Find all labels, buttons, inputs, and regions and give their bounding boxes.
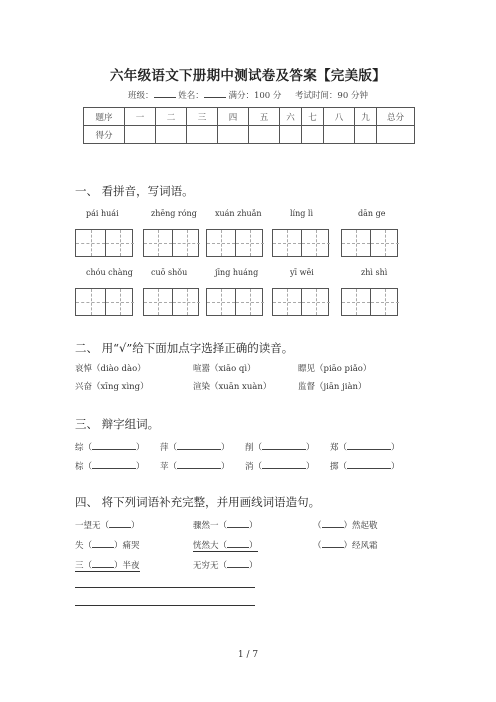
section3-heading: 三、 辩字组词。 (75, 417, 160, 431)
close-paren: ） (136, 462, 145, 472)
pinyin-label: yī wēi (290, 268, 314, 277)
answer-blank[interactable] (92, 558, 114, 568)
reading-choice-item[interactable] (193, 362, 256, 374)
pinyin-label: chóu chàng (86, 268, 133, 277)
idiom-suffix: ）经风霜 (343, 541, 378, 551)
name-blank (204, 88, 226, 98)
idiom-prefix: （ (313, 521, 322, 531)
answer-blank[interactable] (227, 518, 249, 528)
pinyin-options: （xīng xìng） (92, 382, 149, 392)
writing-grid[interactable] (75, 288, 133, 316)
score-table-header: 三 (187, 108, 218, 126)
close-paren: ） (136, 443, 145, 453)
close-paren: ） (221, 443, 230, 453)
score-table-header: 六 (280, 108, 302, 126)
idiom-item[interactable] (193, 558, 258, 571)
writing-grid[interactable] (206, 288, 263, 316)
pinyin-options: （xuān xuàn） (210, 382, 272, 392)
score-cell[interactable] (249, 126, 280, 144)
char-prompt: 掷（ (330, 462, 348, 472)
class-blank (154, 88, 176, 98)
idiom-suffix: ）然起敬 (343, 521, 378, 531)
idiom-prefix: 失（ (75, 541, 93, 551)
sentence-answer-line[interactable] (75, 587, 255, 588)
pinyin-label: líng lì (290, 209, 314, 218)
word-group-item[interactable] (160, 440, 230, 453)
word-group-item[interactable] (330, 440, 400, 453)
class-label: 班级： (128, 91, 154, 101)
pinyin-label: pái huái (86, 209, 119, 218)
answer-blank[interactable] (92, 440, 136, 450)
answer-blank[interactable] (92, 538, 114, 548)
score-table-header: 一 (125, 108, 156, 126)
answer-blank[interactable] (109, 518, 131, 528)
writing-grid[interactable] (143, 288, 199, 316)
close-paren: ） (306, 462, 315, 472)
score-table-header-row (84, 108, 415, 126)
pinyin-options: （jiān jiàn） (315, 382, 367, 392)
score-cell[interactable] (280, 126, 302, 144)
idiom-item[interactable] (75, 518, 140, 531)
close-paren: ） (306, 443, 315, 453)
writing-grid[interactable] (206, 229, 263, 257)
score-table-header: 九 (355, 108, 377, 126)
reading-choice-item[interactable] (75, 362, 146, 374)
idiom-prefix: 三（ (75, 561, 93, 571)
answer-blank[interactable] (322, 518, 344, 528)
idiom-prefix: 一望无（ (75, 521, 110, 531)
idiom-prefix: 骤然一（ (193, 521, 228, 531)
pinyin-label: jīng huáng (215, 268, 259, 277)
idiom-suffix: ）半夜 (114, 561, 140, 571)
section4-heading: 四、 将下列词语补充完整，并用画线词语造句。 (75, 495, 321, 509)
full-score-label: 满分：100 分 (228, 91, 282, 101)
reading-choice-item[interactable] (298, 380, 367, 392)
score-table-header: 八 (324, 108, 355, 126)
word-group-item[interactable] (75, 459, 145, 472)
answer-blank[interactable] (177, 459, 221, 469)
word: 哀悼 (75, 364, 93, 374)
score-table-header: 总分 (377, 108, 415, 126)
reading-choice-item[interactable] (298, 362, 371, 374)
answer-blank[interactable] (227, 538, 249, 548)
score-table (83, 107, 415, 144)
pinyin-options: （diào dào） (92, 364, 146, 374)
char-prompt: 削（ (245, 443, 263, 453)
section2-heading: 二、 用“√”给下面加点字选择正确的读音。 (75, 341, 294, 355)
idiom-prefix: 无穷无（ (193, 561, 228, 571)
char-prompt: 棕（ (75, 462, 93, 472)
pinyin-label: dān ge (358, 209, 386, 218)
pinyin-options: （piāo piǎo） (315, 364, 372, 374)
answer-blank[interactable] (322, 538, 344, 548)
idiom-item[interactable] (313, 538, 378, 551)
idiom-item-underlined[interactable] (75, 558, 140, 572)
word: 兴奋 (75, 382, 93, 392)
writing-grid[interactable] (341, 288, 398, 316)
page-title: 六年级语文下册期中测试卷及答案【完美版】 (110, 68, 386, 84)
pinyin-label: zhēng róng (151, 209, 197, 218)
idiom-suffix: ） (131, 521, 140, 531)
score-cell[interactable] (156, 126, 187, 144)
word-group-item[interactable] (75, 440, 145, 453)
word-group-item[interactable] (245, 459, 315, 472)
answer-blank[interactable] (262, 440, 306, 450)
writing-grid[interactable] (143, 229, 199, 257)
idiom-item[interactable] (193, 518, 258, 531)
score-table-header: 题序 (84, 108, 125, 126)
idiom-suffix: ）痛哭 (114, 541, 140, 551)
score-cell[interactable] (125, 126, 156, 144)
answer-blank[interactable] (262, 459, 306, 469)
writing-grid[interactable] (272, 229, 329, 257)
name-label: 姓名： (178, 91, 204, 101)
word-group-item[interactable] (245, 440, 315, 453)
writing-grid[interactable] (75, 229, 133, 257)
char-prompt: 郑（ (330, 443, 348, 453)
idiom-suffix: ） (249, 521, 258, 531)
close-paren: ） (391, 462, 400, 472)
answer-blank[interactable] (227, 558, 249, 568)
pinyin-label: xuán zhuǎn (215, 209, 262, 218)
char-prompt: 苹（ (160, 462, 178, 472)
idiom-item[interactable] (313, 518, 378, 531)
word-group-item[interactable] (160, 459, 230, 472)
score-table-header: 七 (302, 108, 324, 126)
pinyin-options: （xiāo qì） (210, 364, 256, 374)
section1-heading: 一、 看拼音，写词语。 (75, 184, 194, 198)
answer-blank[interactable] (177, 440, 221, 450)
sentence-answer-line[interactable] (75, 605, 255, 606)
exam-time-label: 考试时间：90 分钟 (294, 91, 368, 101)
score-cell[interactable] (377, 126, 415, 144)
idiom-suffix: ） (249, 541, 258, 551)
word: 喧嚣 (193, 364, 211, 374)
score-table-header: 五 (249, 108, 280, 126)
reading-choice-item[interactable] (193, 380, 271, 392)
idiom-suffix: ） (249, 561, 258, 571)
char-prompt: 综（ (75, 443, 93, 453)
idiom-prefix: 恍然大（ (193, 541, 228, 551)
writing-grid[interactable] (341, 229, 398, 257)
score-cell[interactable] (355, 126, 377, 144)
score-table-header: 二 (156, 108, 187, 126)
pinyin-label: zhì shì (361, 268, 388, 277)
score-row-label: 得分 (84, 126, 125, 144)
word: 监督 (298, 382, 316, 392)
answer-blank[interactable] (347, 459, 391, 469)
score-cell[interactable] (187, 126, 218, 144)
word-group-item[interactable] (330, 459, 400, 472)
char-prompt: 消（ (245, 462, 263, 472)
score-cell[interactable] (218, 126, 249, 144)
answer-blank[interactable] (92, 459, 136, 469)
close-paren: ） (391, 443, 400, 453)
pinyin-label: cuō shǒu (151, 268, 188, 277)
page-number: 1 / 7 (237, 650, 259, 660)
answer-blank[interactable] (347, 440, 391, 450)
exam-info (0, 88, 496, 101)
reading-choice-item[interactable] (75, 380, 149, 392)
score-table-score-row (84, 126, 415, 144)
word: 瞟见 (298, 364, 316, 374)
score-cell[interactable] (302, 126, 324, 144)
score-cell[interactable] (324, 126, 355, 144)
idiom-item[interactable] (75, 538, 140, 551)
idiom-item-underlined[interactable] (193, 538, 258, 552)
idiom-prefix: （ (313, 541, 322, 551)
score-table-header: 四 (218, 108, 249, 126)
char-prompt: 萍（ (160, 443, 178, 453)
close-paren: ） (221, 462, 230, 472)
word: 渲染 (193, 382, 211, 392)
writing-grid[interactable] (272, 288, 329, 316)
